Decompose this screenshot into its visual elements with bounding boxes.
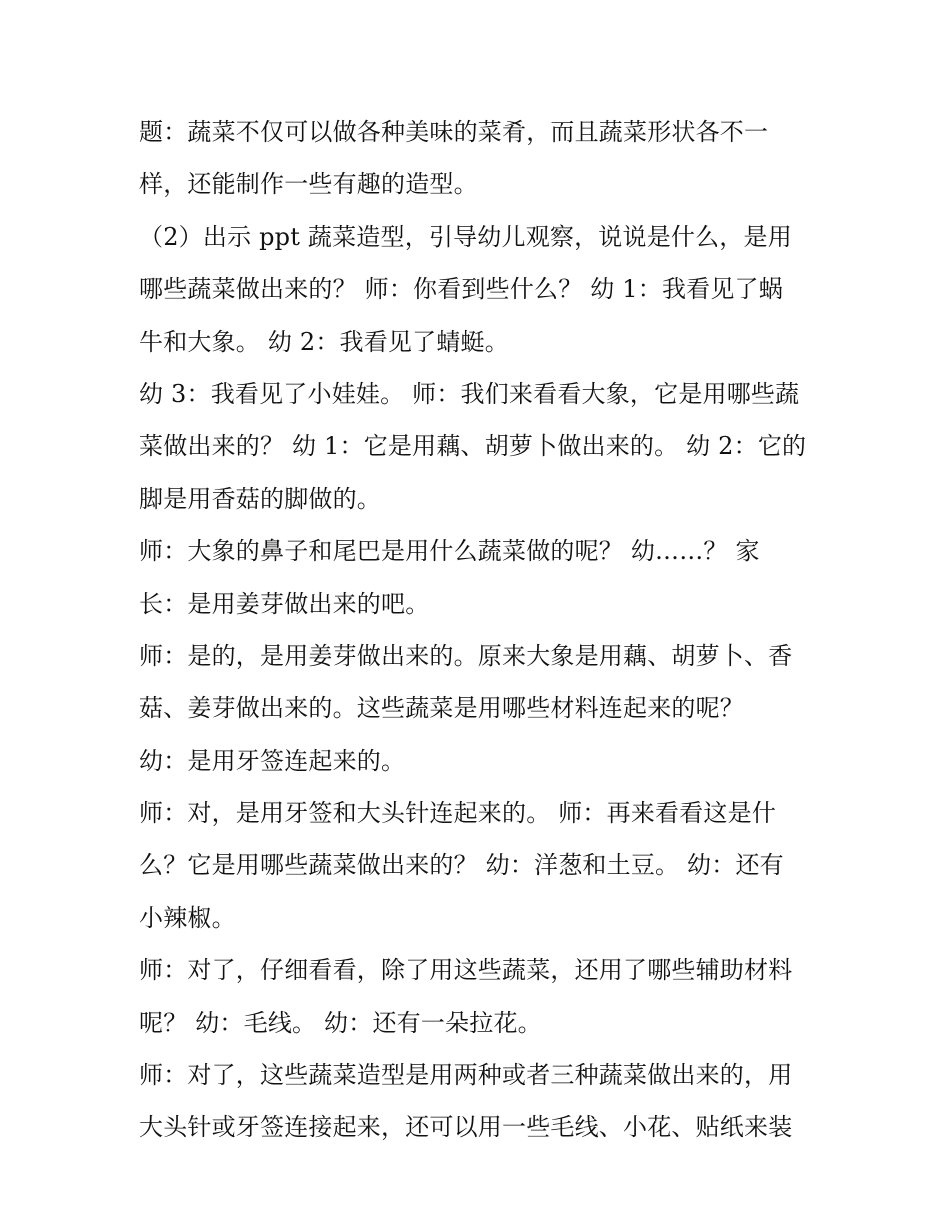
text-line: 大头针或牙签连接起来，还可以用一些毛线、小花、贴纸来装 [139,1113,793,1142]
text-line: 么？它是用哪些蔬菜做出来的？ 幼：洋葱和土豆。 幼：还有 [139,851,784,880]
text-line: 脚是用香菇的脚做的。 [139,484,381,513]
text-line: 师：对了，这些蔬菜造型是用两种或者三种蔬菜做出来的，用 [139,1061,793,1090]
text-line: 长：是用姜芽做出来的吧。 [139,589,430,618]
text-line: 牛和大象。 幼 2：我看见了蜻蜓。 [139,327,509,356]
text-line: 师：大象的鼻子和尾巴是用什么蔬菜做的呢？ 幼……？ 家 [139,537,760,566]
text-line: 呢？ 幼：毛线。 幼：还有一朵拉花。 [139,1008,542,1037]
text-line: （2）出示 ppt 蔬菜造型，引导幼儿观察，说说是什么，是用 [139,222,792,251]
text-line: 哪些蔬菜做出来的？ 师：你看到些什么？ 幼 1：我看见了蜗 [139,275,783,304]
text-line: 小辣椒。 [139,903,236,932]
text-line: 样，还能制作一些有趣的造型。 [139,170,478,199]
text-line: 师：对，是用牙签和大头针连起来的。 师：再来看看这是什 [139,799,777,828]
text-line: 幼：是用牙签连起来的。 [139,746,406,775]
text-line: 师：对了，仔细看看，除了用这些蔬菜，还用了哪些辅助材料 [139,956,793,985]
text-line: 菇、姜芽做出来的。这些蔬菜是用哪些材料连起来的呢？ [139,694,744,723]
text-line: 师：是的，是用姜芽做出来的。原来大象是用藕、胡萝卜、香 [139,641,793,670]
text-line: 题：蔬菜不仅可以做各种美味的菜肴，而且蔬菜形状各不一 [139,118,769,146]
text-line: 幼 3：我看见了小娃娃。 师：我们来看看大象，它是用哪些蔬 [139,379,800,408]
document-body [139,106,819,1154]
text-line: 菜做出来的？ 幼 1：它是用藕、胡萝卜做出来的。 幼 2：它的 [139,432,807,461]
